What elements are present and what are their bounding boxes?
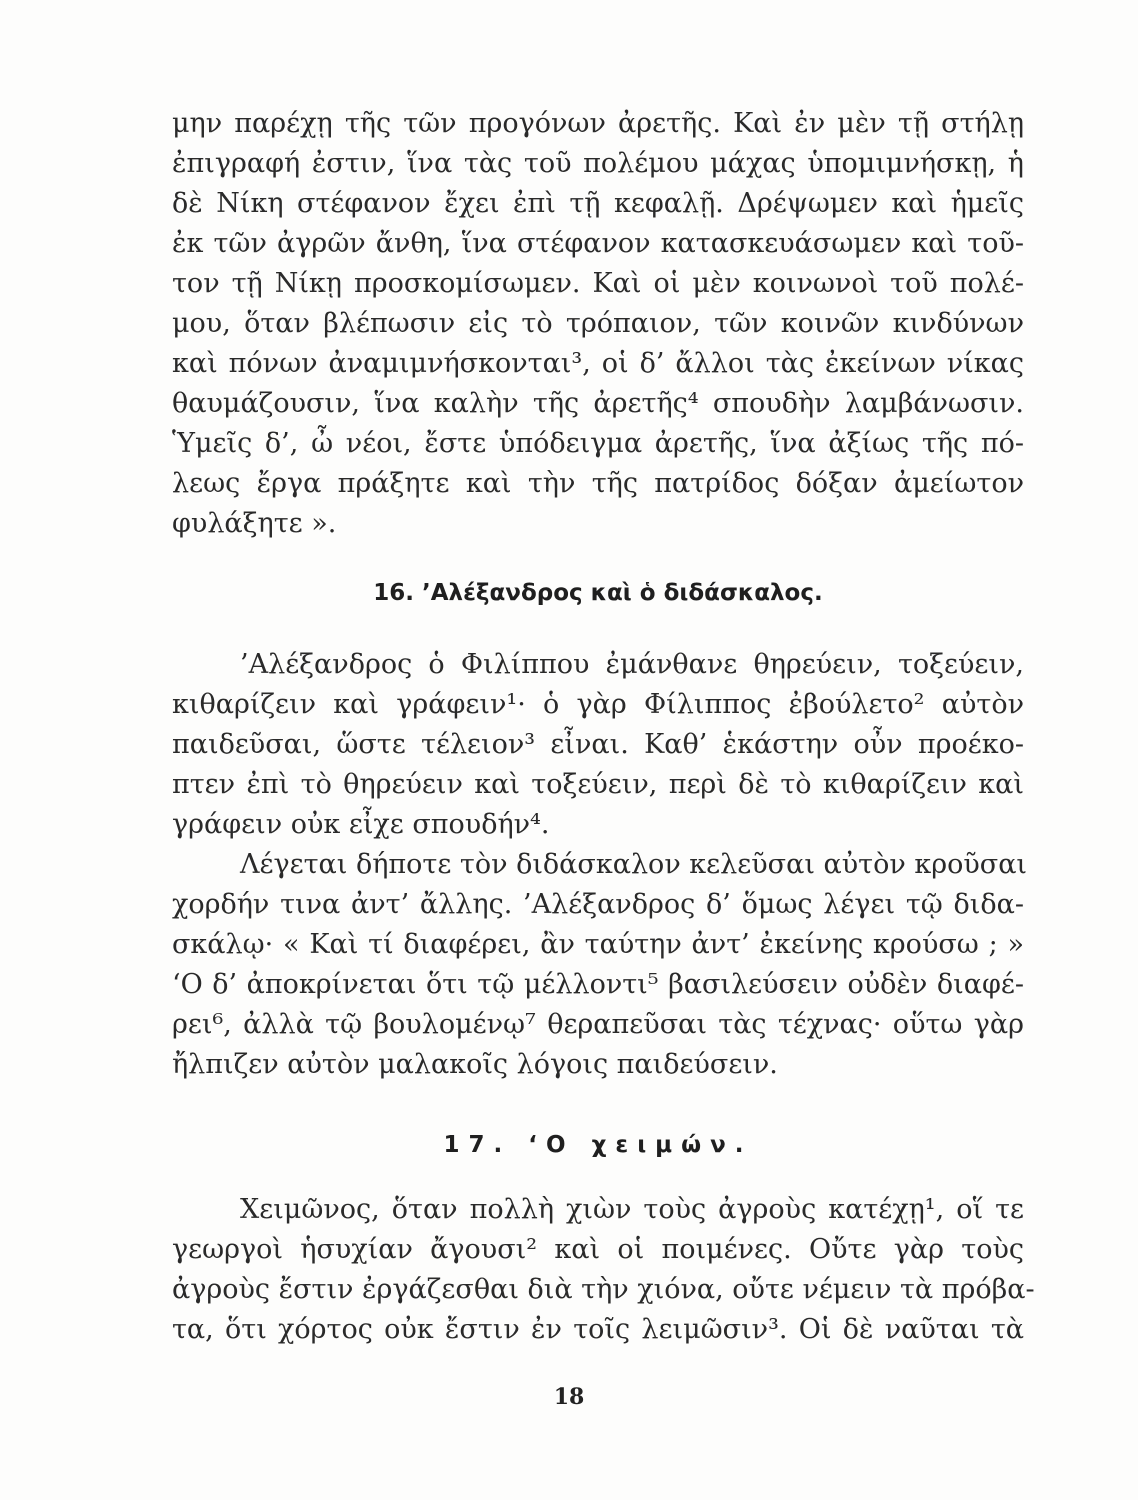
intro-paragraph [172, 104, 1024, 544]
text-line: θαυμάζουσιν, ἵνα καλὴν τῆς ἀρετῆς⁴ σπουδὴν λαμβάνωσιν. [172, 388, 1024, 419]
text-line: γεωργοὶ ἡσυχίαν ἄγουσι² καὶ οἱ ποιμένες. Οὔτε γὰρ τοὺς [172, 1234, 1024, 1265]
text-line: φυλάξητε ». [172, 508, 337, 539]
section-16-heading: 16. ’Αλέξανδρος καὶ ὁ διδάσκαλος. [373, 580, 823, 606]
text-line: σκάλῳ· « Καὶ τί διαφέρει, ἂν ταύτην ἀντ’ ἐκείνης κρούσω ; » [172, 929, 1024, 960]
text-line: ἐκ τῶν ἀγρῶν ἄνθη, ἵνα στέφανον κατασκευάσωμεν καὶ τοῦ- [172, 228, 1024, 259]
text-line: ρει⁶, ἀλλὰ τῷ βουλομένῳ⁷ θεραπεῦσαι τὰς τέχνας· οὕτω γὰρ [172, 1009, 1024, 1040]
section-17-heading: 17. ‘Ο χειμών. [443, 1132, 753, 1158]
text-line: ἀγροὺς ἔστιν ἐργάζεσθαι διὰ τὴν χιόνα, οὔτε νέμειν τὰ πρόβα- [172, 1274, 1035, 1305]
text-line: χορδήν τινα ἀντ’ ἄλλης. ’Αλέξανδρος δ’ ὅμως λέγει τῷ διδα- [172, 889, 1024, 920]
text-line: κιθαρίζειν καὶ γράφειν¹· ὁ γὰρ Φίλιππος ἐβούλετο² αὐτὸν [172, 689, 1024, 720]
text-line: γράφειν οὐκ εἶχε σπουδήν⁴. [172, 809, 550, 840]
text-line: μου, ὅταν βλέπωσιν εἰς τὸ τρόπαιον, τῶν κοινῶν κινδύνων [172, 308, 1024, 339]
text-line: ἤλπιζεν αὐτὸν μαλακοῖς λόγοις παιδεύσειν. [172, 1049, 778, 1080]
text-line: καὶ πόνων ἀναμιμνήσκονται³, οἱ δ’ ἄλλοι τὰς ἐκείνων νίκας [172, 348, 1024, 379]
text-line: Χειμῶνος, ὅταν πολλὴ χιὼν τοὺς ἀγροὺς κατέχῃ¹, οἵ τε [240, 1194, 1024, 1225]
section-17-text [172, 1190, 1035, 1350]
text-line: τον τῇ Νίκῃ προσκομίσωμεν. Καὶ οἱ μὲν κοινωνοὶ τοῦ πολέ- [172, 268, 1024, 299]
text-line: ’Αλέξανδρος ὁ Φιλίππου ἐμάνθανε θηρεύειν, τοξεύειν, [240, 649, 1024, 680]
text-line: τα, ὅτι χόρτος οὐκ ἔστιν ἐν τοῖς λειμῶσιν³. Οἱ δὲ ναῦται τὰ [172, 1314, 1024, 1345]
section-16-text [172, 645, 1028, 1085]
page-number: 18 [553, 1384, 585, 1410]
text-line: πτεν ἐπὶ τὸ θηρεύειν καὶ τοξεύειν, περὶ δὲ τὸ κιθαρίζειν καὶ [172, 769, 1024, 800]
text-line: Ὑμεῖς δ’, ὦ νέοι, ἔστε ὑπόδειγμα ἀρετῆς, ἵνα ἀξίως τῆς πό- [172, 428, 1024, 459]
text-line: δὲ Νίκη στέφανον ἔχει ἐπὶ τῇ κεφαλῇ. Δρέψωμεν καὶ ἡμεῖς [172, 188, 1024, 219]
text-line: ἐπιγραφή ἐστιν, ἵνα τὰς τοῦ πολέμου μάχας ὑπομιμνήσκῃ, ἡ [172, 148, 1024, 179]
text-line: μην παρέχῃ τῆς τῶν προγόνων ἀρετῆς. Καὶ ἐν μὲν τῇ στήλῃ [172, 108, 1024, 139]
text-line: ‘Ο δ’ ἀποκρίνεται ὅτι τῷ μέλλοντι⁵ βασιλεύσειν οὐδὲν διαφέ- [172, 969, 1024, 1000]
text-line: παιδεῦσαι, ὥστε τέλειον³ εἶναι. Καθ’ ἑκάστην οὖν προέκο- [172, 729, 1024, 760]
text-line: λεως ἔργα πράξητε καὶ τὴν τῆς πατρίδος δόξαν ἀμείωτον [172, 468, 1024, 499]
text-line: Λέγεται δήποτε τὸν διδάσκαλον κελεῦσαι αὐτὸν κροῦσαι [240, 849, 1028, 880]
